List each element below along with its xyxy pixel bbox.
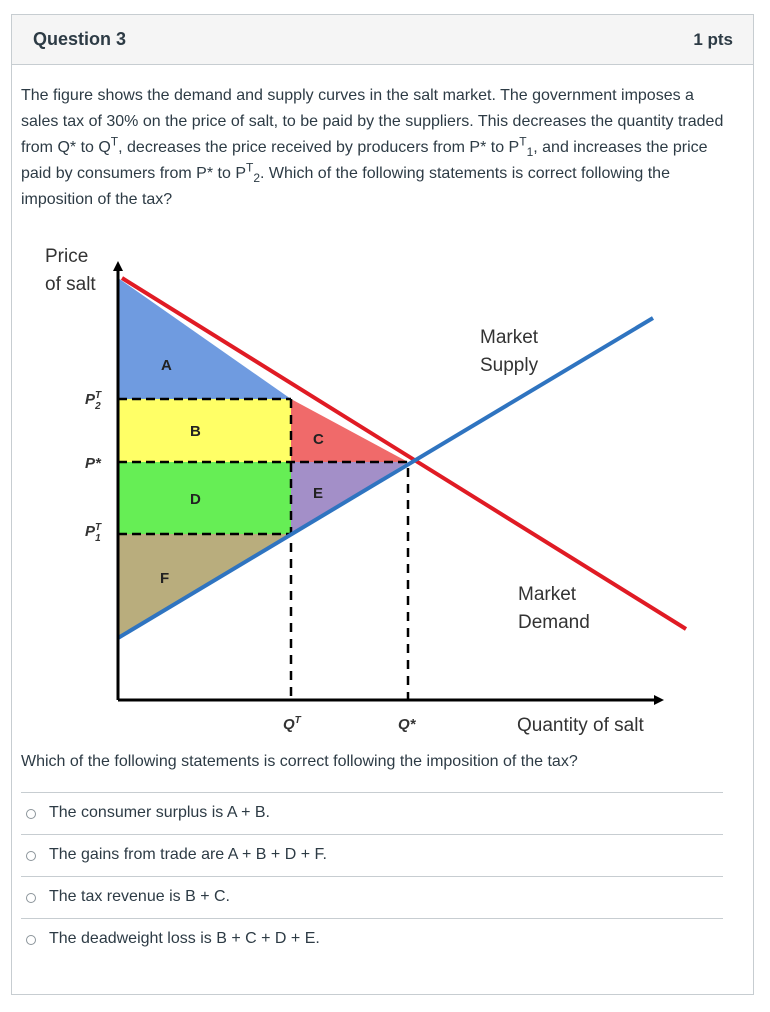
followup-question: Which of the following statements is correct following the imposition of the tax? <box>21 753 578 770</box>
area-label-c: C <box>313 431 324 448</box>
tick-qt: $Q^T$ <box>283 715 301 733</box>
answer-option-3[interactable] <box>21 876 723 918</box>
area-a <box>118 278 291 399</box>
area-label-d: D <box>190 491 201 508</box>
answer-option-4[interactable] <box>21 918 723 960</box>
answer-option-2[interactable] <box>21 834 723 876</box>
supply-demand-figure <box>30 240 700 750</box>
radio-button[interactable] <box>26 851 36 861</box>
area-label-e: E <box>313 485 324 502</box>
tick-qstar: Q* <box>398 716 416 733</box>
tick-p2: $P^T$ 2 <box>85 390 102 412</box>
answer-label[interactable]: The tax revenue is B + C. <box>49 888 230 905</box>
answer-list <box>21 792 723 960</box>
demand-label-line2: Demand <box>518 612 590 633</box>
radio-button[interactable] <box>26 809 36 819</box>
area-label-b: B <box>190 423 201 440</box>
area-b <box>118 399 291 462</box>
y-axis-label-line2: of salt <box>45 274 96 295</box>
question-points: 1 pts <box>693 30 733 49</box>
answer-label[interactable]: The consumer surplus is A + B. <box>49 804 270 821</box>
supply-demand-diagram <box>30 240 700 745</box>
area-c <box>291 399 408 462</box>
x-axis-label: Quantity of salt <box>517 715 644 736</box>
y-axis-arrow <box>113 261 123 271</box>
area-d <box>118 462 291 534</box>
y-axis-label-line1: Price <box>45 246 89 267</box>
question-prompt: The figure shows the demand and supply curves in the salt market. The government imposes a sales tax of 30% on the price of salt, to be paid by the suppliers. This decreases the quantity traded from Q* to $Q^T$, decreases the price received by producers from P* to $P^T_1$, and increases the price paid by consumers from P* to $P^T_2$. Which of the following statements is correct following the imposition of the tax? <box>21 87 724 208</box>
area-label-f: F <box>160 570 170 587</box>
answer-label[interactable]: The gains from trade are A + B + D + F. <box>49 846 327 863</box>
answer-label[interactable]: The deadweight loss is B + C + D + E. <box>49 930 320 947</box>
radio-button[interactable] <box>26 893 36 903</box>
x-axis-arrow <box>654 695 664 705</box>
answer-option-1[interactable] <box>21 792 723 834</box>
tick-pstar: P* <box>85 455 101 472</box>
question-title: Question 3 <box>33 29 127 49</box>
radio-button[interactable] <box>26 935 36 945</box>
supply-label-line2: Supply <box>480 355 539 376</box>
demand-label-line1: Market <box>518 584 577 605</box>
tick-p1: $P^T$ 1 <box>85 522 102 544</box>
area-label-a: A <box>161 357 172 374</box>
question-header <box>12 15 753 65</box>
supply-label-line1: Market <box>480 327 539 348</box>
